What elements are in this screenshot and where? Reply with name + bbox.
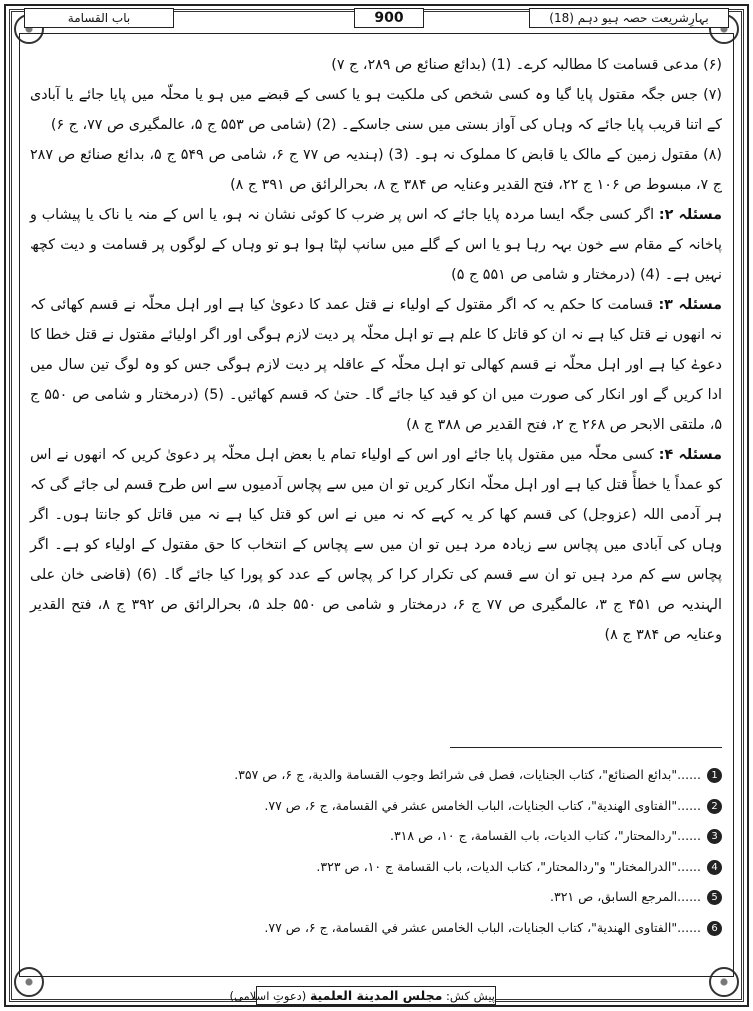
- footnote: [30, 821, 722, 852]
- footnote-text: ......"بدائع الصنائع"، کتاب الجنایات، فصل فی شرائط وجوب القسامة والدية، ج ۶، ص ۳۵۷.: [234, 767, 701, 782]
- masala-label: مسئلہ ۳:: [658, 297, 722, 313]
- footnote-number: 5: [707, 890, 722, 905]
- publisher-suffix: (دعوتِ اسلامی): [229, 989, 307, 1003]
- footnote-number: 3: [707, 829, 722, 844]
- footnote-number: 2: [707, 799, 722, 814]
- footnote-number: 4: [707, 860, 722, 875]
- publisher-name: مجلس المدينة العلمية: [309, 988, 443, 1003]
- masala-4: [30, 440, 722, 650]
- masala-3: [30, 290, 722, 440]
- main-text: [30, 50, 722, 650]
- masala-label: مسئلہ ۲:: [658, 207, 722, 223]
- footnote-text: ......"ردالمحتار"، کتاب الديات، باب القسامة، ج ۱۰، ص ۳۱۸.: [389, 828, 701, 843]
- page-header: [24, 8, 729, 30]
- footnote: [30, 791, 722, 822]
- masala-text: کسی محلّہ میں مقتول پایا جائے اور اس کے اولیاء تمام یا بعض اہل محلّہ پر دعویٰ کریں کہ انھوں نے اس کو عمداً یا خطأً قتل کیا ہے اور اہل محلّہ انکار کریں تو ان میں سے پچاس آدمیوں سے اس طرح قسم لی جائے گی کہ ہر آدمی اللہ (عزوجل) کی قسم کھا کر یہ کہے کہ نہ میں نے اس کو قتل کیا ہے نہ میں قاتل کو جانتا ہوں۔ اگر وہاں کی آبادی میں پچاس سے زیادہ مرد ہیں تو ان میں سے پچاس کے انتخاب کا حق مقتول کے اولیاء کو ہے۔ اگر پچاس سے کم مرد ہیں تو ان سے قسم کی تکرار کرا کر پچاس کے عدد کو پورا کیا جائے گا۔ (6) (قاضی خان علی الہندیہ ص ۴۵۱ ج ۳، عالمگیری ص ۷۷ ج ۶، درمختار و شامی ص ۵۵۰ جلد ۵، بحرالرائق ص ۳۹۲ ج ۸، فتح القدیر وعنایہ ص ۳۸۴ ج ۸): [30, 447, 722, 643]
- footnote-divider: [450, 747, 722, 748]
- footnote: [30, 760, 722, 791]
- footnote: [30, 852, 722, 883]
- footnote-number: 6: [707, 921, 722, 936]
- page-number: 900: [354, 8, 424, 28]
- footnote-text: ......"الدرالمختار" و"ردالمحتار"، کتاب الديات، باب القسامة ج ۱۰، ص ۳۲۳.: [316, 858, 701, 874]
- publisher-prefix: پیش کش:: [446, 989, 495, 1003]
- footnote-number: 1: [707, 768, 722, 783]
- footnote-text: ......"الفتاوی الهندية"، کتاب الجنايات، الباب الخامس عشر في القسامة، ج ۶، ص ۷۷.: [264, 919, 701, 935]
- footnote: [30, 913, 722, 944]
- item-8: (۸) مقتول زمین کے مالک یا قابض کا مملوک نہ ہو۔ (3) (ہندیہ ص ۷۷ ج ۶، شامی ص ۵۴۹ ج ۵، بدائع صنائع ص ۲۸۷ ج ۷، مبسوط ص ۱۰۶ ج ۲۲، فتح القدیر وعنایہ ص ۳۸۴ ج ۸، بحرالرائق ص ۳۹۱ ج ۸): [30, 147, 722, 193]
- masala-text: اگر کسی جگہ ایسا مردہ پایا جائے کہ اس پر ضرب کا کوئی نشان نہ ہو، یا اس کے منہ یا ناک یا پیشاب و پاخانہ کے مقام سے خون بہہ رہا ہو یا اس کے گلے میں سانپ لپٹا ہوا ہو تو وہاں کے لوگوں پر قسامت و دیت کچھ نہیں ہے۔ (4) (درمختار و شامی ص ۵۵۱ ج ۵): [30, 207, 722, 283]
- chapter-title: باب القسامة: [24, 8, 174, 28]
- masala-text: قسامت کا حکم یہ کہ اگر مقتول کے اولیاء نے قتل عمد کا دعویٰ کیا ہے اور اہل محلّہ نے قسم کھائی کہ نہ انھوں نے قتل کیا ہے نہ ان کو قاتل کا علم ہے تو اہل محلّہ پر دیت لازم ہوگی اور اگر اولیائے مقتول نے قتل خطا کا دعوےٰ کیا ہے اور اہل محلّہ نے قسم کھالی تو اہل محلّہ کے عاقلہ پر دیت لازم ہوگی جس کو وہ لوگ تین سال میں ادا کریں گے اور انکار کی صورت میں ان کو قید کیا جائے گا۔ حتیٰ کہ قسم کھائیں۔ (5) (درمختار و شامی ص ۵۵۰ ج ۵، ملتقی الابحر ص ۲۶۸ ج ۲، فتح القدیر ص ۳۸۸ ج ۸): [30, 297, 722, 433]
- footnote-text: ......المرجع السابق، ص ۳۲۱.: [550, 889, 701, 904]
- book-title: بہارِشریعت حصہ ہیو دہم (18): [529, 8, 729, 28]
- footnote-text: ......"الفتاوی الهندية"، کتاب الجنايات، الباب الخامس عشر في القسامة، ج ۶، ص ۷۷.: [264, 797, 701, 813]
- footnote: [30, 882, 722, 913]
- item-7: (۷) جس جگہ مقتول پایا گیا وہ کسی شخص کی ملکیت ہو یا کسی کے قبضے میں ہو یا محلّہ میں پایا جائے یا آبادی کے اتنا قریب پایا جائے کہ وہاں کی آواز بستی میں سنی جاسکے۔ (2) (شامی ص ۵۵۳ ج ۵، عالمگیری ص ۷۷، ج ۶): [30, 87, 722, 133]
- publisher-credit: [229, 986, 496, 1005]
- footnotes: [30, 760, 722, 943]
- item-6: (۶) مدعی قسامت کا مطالبہ کرے۔ (1) (بدائع صنائع ص ۲۸۹، ج ۷): [331, 57, 722, 73]
- masala-2: [30, 200, 722, 290]
- masala-label: مسئلہ ۴:: [658, 447, 722, 463]
